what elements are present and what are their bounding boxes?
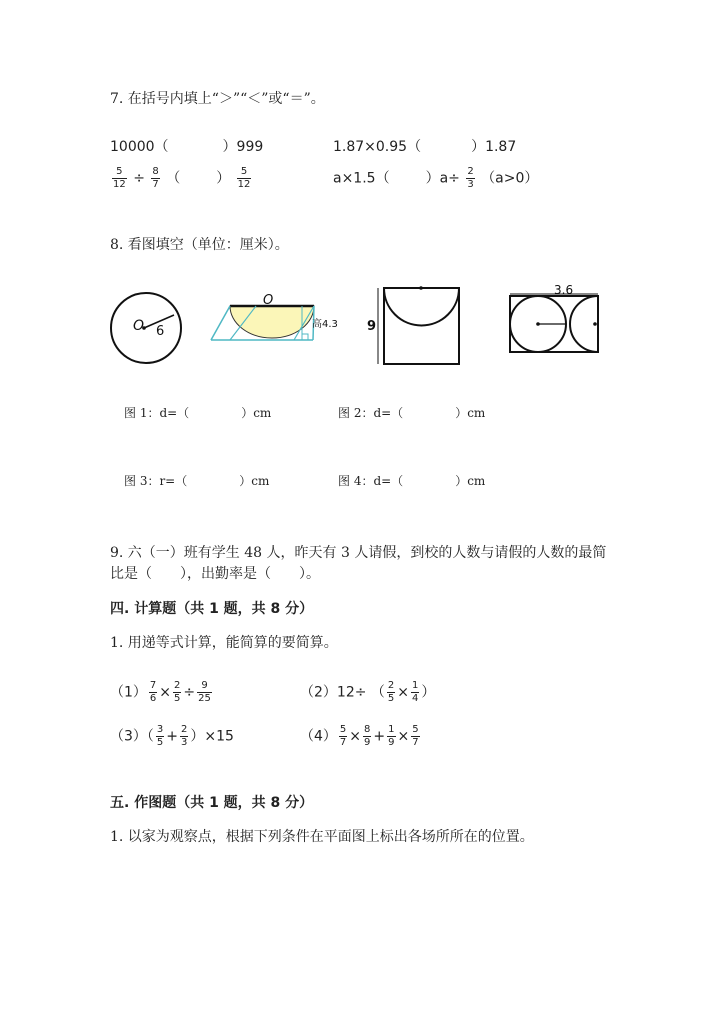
caption-fig4: 图 4：d=（ ）cm [338,474,486,488]
circle-outline [111,293,181,363]
q7-r1l-b: ）999 [222,139,264,155]
fraction: $\frac{2}{5}$ [387,680,395,704]
q7-r2r-c: （a>0） [481,170,539,187]
semicircle [230,306,314,338]
q7-row1-left [110,136,263,156]
fraction: $\frac{7}{6}$ [149,680,157,704]
expr-4: （4） $\frac{5}{7}$ × $\frac{8}{9}$ + $\frac{1}{9}$ × $\frac{5}{7}$ [300,724,419,748]
section4-instruction: 1. 用递等式计算，能简算的要简算。 [110,635,338,651]
paren-close: ） [216,170,231,187]
fraction: $\frac{3}{5}$ [156,724,164,748]
section5-heading: 五. 作图题（共 1 题，共 8 分） [110,795,314,811]
q7-row1-right [333,136,516,156]
radius-label: 6 [156,324,165,339]
section5-instruction: 1. 以家为观察点，根据下列条件在平面图上标出各场所所在的位置。 [110,829,534,845]
top-label: 3.6 [554,283,574,297]
figure-4-rectangle [507,284,603,356]
center-label: O [133,318,145,334]
fraction: $\frac{2}{3}$ [467,166,474,190]
figure-2-trapezoid [208,294,348,350]
fraction: $\frac{2}{5}$ [174,680,181,704]
right-angle-mark [302,334,308,340]
paren-open: （ [166,170,181,187]
left-leg [211,306,230,340]
fraction: $\frac{8}{9}$ [364,724,371,748]
section4-heading: 四. 计算题（共 1 题，共 8 分） [110,601,314,617]
q7-row2-left [110,166,253,191]
fraction: $\frac{5}{12}$ [113,166,126,190]
figure-3-square [366,284,462,368]
fraction: $\frac{1}{9}$ [388,724,395,748]
expr-3: （3）（ $\frac{3}{5}$ + $\frac{2}{3}$ ）×15 [110,724,234,748]
caption-fig3: 图 3：r=（ ）cm [124,474,270,488]
q7-r2r-a: a×1.5（ [333,170,390,187]
center-dot [536,322,540,326]
fraction: $\frac{2}{3}$ [181,724,188,748]
q7-r1l-a: 10000（ [110,139,169,155]
q7-row2-right [333,166,538,191]
center-dot [419,286,423,290]
center-dot [593,322,597,326]
fraction: $\frac{5}{7}$ [339,724,347,748]
divide-sign: ÷ [133,170,145,187]
q7-r1r-a: 1.87×0.95（ [333,139,422,155]
figure-1-circle [108,290,184,366]
fraction: $\frac{1}{4}$ [412,680,419,704]
height-label: 高4.3 [312,319,338,330]
caption-fig1: 图 1：d=（ ）cm [124,406,272,420]
semicircle-arc [384,288,459,326]
center-label: O [263,293,274,308]
q8-title: 8. 看图填空（单位：厘米）。 [110,237,289,253]
expr-1: （1） $\frac{7}{6}$ × $\frac{2}{5}$ ÷ $\frac{9}{25}$ [110,680,211,704]
q7-r2r-b: ）a÷ [425,170,460,187]
fraction: $\frac{5}{12}$ [237,166,251,190]
expr-2: （2）12÷ （ $\frac{2}{5}$ × $\frac{1}{4}$ ） [300,680,436,704]
q9-line1: 9. 六（一）班有学生 48 人，昨天有 3 人请假，到校的人数与请假的人数的最简 [110,545,607,561]
caption-fig2: 图 2：d=（ ）cm [338,406,486,420]
fraction: $\frac{9}{25}$ [198,680,211,704]
fraction: $\frac{5}{7}$ [412,724,419,748]
q9-line2: 比是（ ），出勤率是（ ）。 [110,566,320,582]
side-label: 9 [367,319,377,334]
q7-title: 7. 在括号内填上“＞”“＜”或“＝”。 [110,91,325,107]
q7-r1r-b: ）1.87 [471,139,517,155]
fraction: $\frac{8}{7}$ [152,166,159,190]
